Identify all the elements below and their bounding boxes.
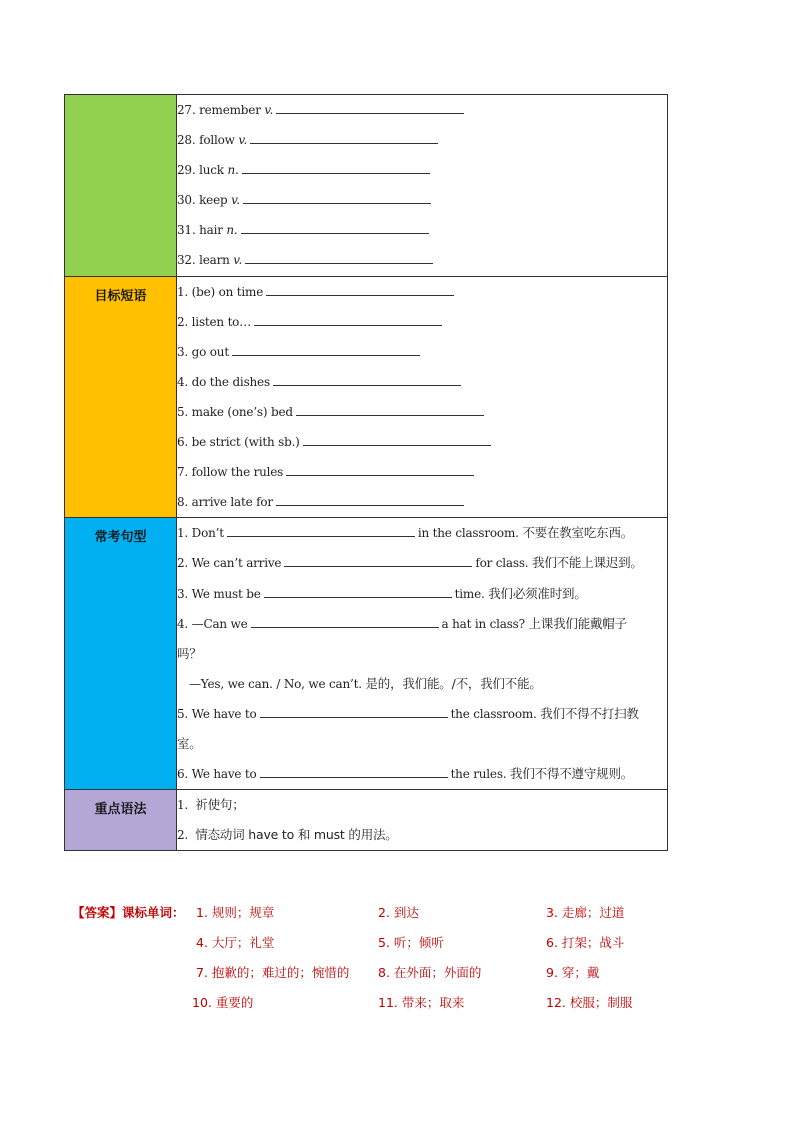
phrase-item: 8. arrive late for bbox=[177, 487, 667, 517]
vocab-content bbox=[177, 95, 668, 277]
vocab-label bbox=[65, 95, 176, 103]
phrase-item: 5. make (one’s) bed bbox=[177, 397, 667, 427]
answer-blank[interactable] bbox=[266, 283, 454, 296]
answer-blank[interactable] bbox=[241, 221, 429, 234]
answer-item: 6. 打架；战斗 bbox=[546, 935, 625, 950]
sentence-item: 3. We must be time. 我们必须准时到。 bbox=[177, 585, 587, 601]
grammar-label: 重点语法 bbox=[94, 802, 147, 818]
answer-item: 1. 规则；规章 bbox=[196, 905, 275, 920]
vocab-item: 29. luck n. bbox=[177, 155, 667, 185]
answer-blank[interactable] bbox=[284, 554, 472, 567]
phrases-label: 目标短语 bbox=[94, 288, 147, 304]
answer-blank[interactable] bbox=[286, 463, 474, 476]
answer-item: 12. 校服；制服 bbox=[546, 995, 633, 1010]
grammar-content bbox=[177, 790, 668, 851]
answer-item: 2. 到达 bbox=[378, 905, 419, 920]
sentence-item: 6. We have to the rules. 我们不得不遵守规则。 bbox=[177, 766, 634, 782]
answer-item: 7. 抱歉的；难过的；惋惜的 bbox=[196, 965, 350, 980]
sentence-item: 1. Don’t in the classroom. 不要在教室吃东西。 bbox=[177, 525, 634, 541]
answer-item: 4. 大厅；礼堂 bbox=[196, 935, 275, 950]
sentence-item: 4. —Can we a hat in class? 上课我们能戴帽子 bbox=[177, 615, 627, 631]
vocab-label-cell bbox=[65, 95, 177, 277]
vocab-item: 28. follow v. bbox=[177, 125, 667, 155]
sentences-label-cell bbox=[65, 518, 177, 790]
sentence-item: 5. We have to the classroom. 我们不得不打扫教 bbox=[177, 705, 639, 721]
answer-blank[interactable] bbox=[296, 403, 484, 416]
answer-item: 11. 带来；取来 bbox=[378, 995, 465, 1010]
answer-item: 9. 穿；戴 bbox=[546, 965, 600, 980]
grammar-item: 1. 祈使句； bbox=[177, 797, 245, 813]
answer-blank[interactable] bbox=[243, 191, 431, 204]
sentence-item: 2. We can’t arrive for class. 我们不能上课迟到。 bbox=[177, 555, 643, 571]
sentences-row bbox=[65, 518, 668, 790]
answer-blank[interactable] bbox=[303, 433, 491, 446]
answer-blank[interactable] bbox=[276, 493, 464, 506]
sentence-wrap: 室。 bbox=[177, 735, 202, 751]
vocab-item: 30. keep v. bbox=[177, 185, 667, 215]
answer-blank[interactable] bbox=[232, 343, 420, 356]
phrase-item: 1. (be) on time bbox=[177, 277, 667, 307]
worksheet bbox=[64, 94, 668, 851]
sentence-wrap: 吗？ bbox=[177, 645, 202, 661]
answer-item: 10. 重要的 bbox=[192, 995, 254, 1010]
answer-item: 3. 走廊；过道 bbox=[546, 905, 625, 920]
sentence-reply: —Yes, we can. / No, we can’t. 是的，我们能。/不，我们不能。 bbox=[189, 675, 542, 691]
phrase-item: 2. listen to… bbox=[177, 307, 667, 337]
answer-item: 8. 在外面；外面的 bbox=[378, 965, 482, 980]
phrases-row bbox=[65, 276, 668, 518]
answer-blank[interactable] bbox=[260, 765, 448, 778]
answer-blank[interactable] bbox=[273, 373, 461, 386]
sentences-label: 常考句型 bbox=[94, 530, 147, 546]
grammar-label-cell bbox=[65, 790, 177, 851]
answer-heading: 【答案】课标单词： bbox=[72, 905, 185, 920]
vocab-item: 27. remember v. bbox=[177, 95, 667, 125]
phrases-content bbox=[177, 276, 668, 518]
answer-blank[interactable] bbox=[276, 101, 464, 114]
phrase-item: 4. do the dishes bbox=[177, 367, 667, 397]
grammar-item: 2. 情态动词 have to 和 must 的用法。 bbox=[177, 827, 398, 843]
phrase-item: 3. go out bbox=[177, 337, 667, 367]
answer-blank[interactable] bbox=[242, 161, 430, 174]
vocab-item: 31. hair n. bbox=[177, 215, 667, 245]
answer-blank[interactable] bbox=[264, 585, 452, 598]
phrases-label-cell bbox=[65, 276, 177, 518]
phrase-item: 7. follow the rules bbox=[177, 457, 667, 487]
vocab-item: 32. learn v. bbox=[177, 245, 667, 275]
phrase-item: 6. be strict (with sb.) bbox=[177, 427, 667, 457]
answer-blank[interactable] bbox=[227, 524, 415, 537]
vocab-row bbox=[65, 95, 668, 277]
sentences-content bbox=[177, 518, 668, 790]
answer-blank[interactable] bbox=[254, 313, 442, 326]
grammar-row bbox=[65, 790, 668, 851]
answer-blank[interactable] bbox=[250, 131, 438, 144]
answer-blank[interactable] bbox=[245, 251, 433, 264]
answer-blank[interactable] bbox=[251, 615, 439, 628]
answer-item: 5. 听；倾听 bbox=[378, 935, 444, 950]
worksheet-table bbox=[64, 94, 668, 851]
answer-blank[interactable] bbox=[260, 705, 448, 718]
